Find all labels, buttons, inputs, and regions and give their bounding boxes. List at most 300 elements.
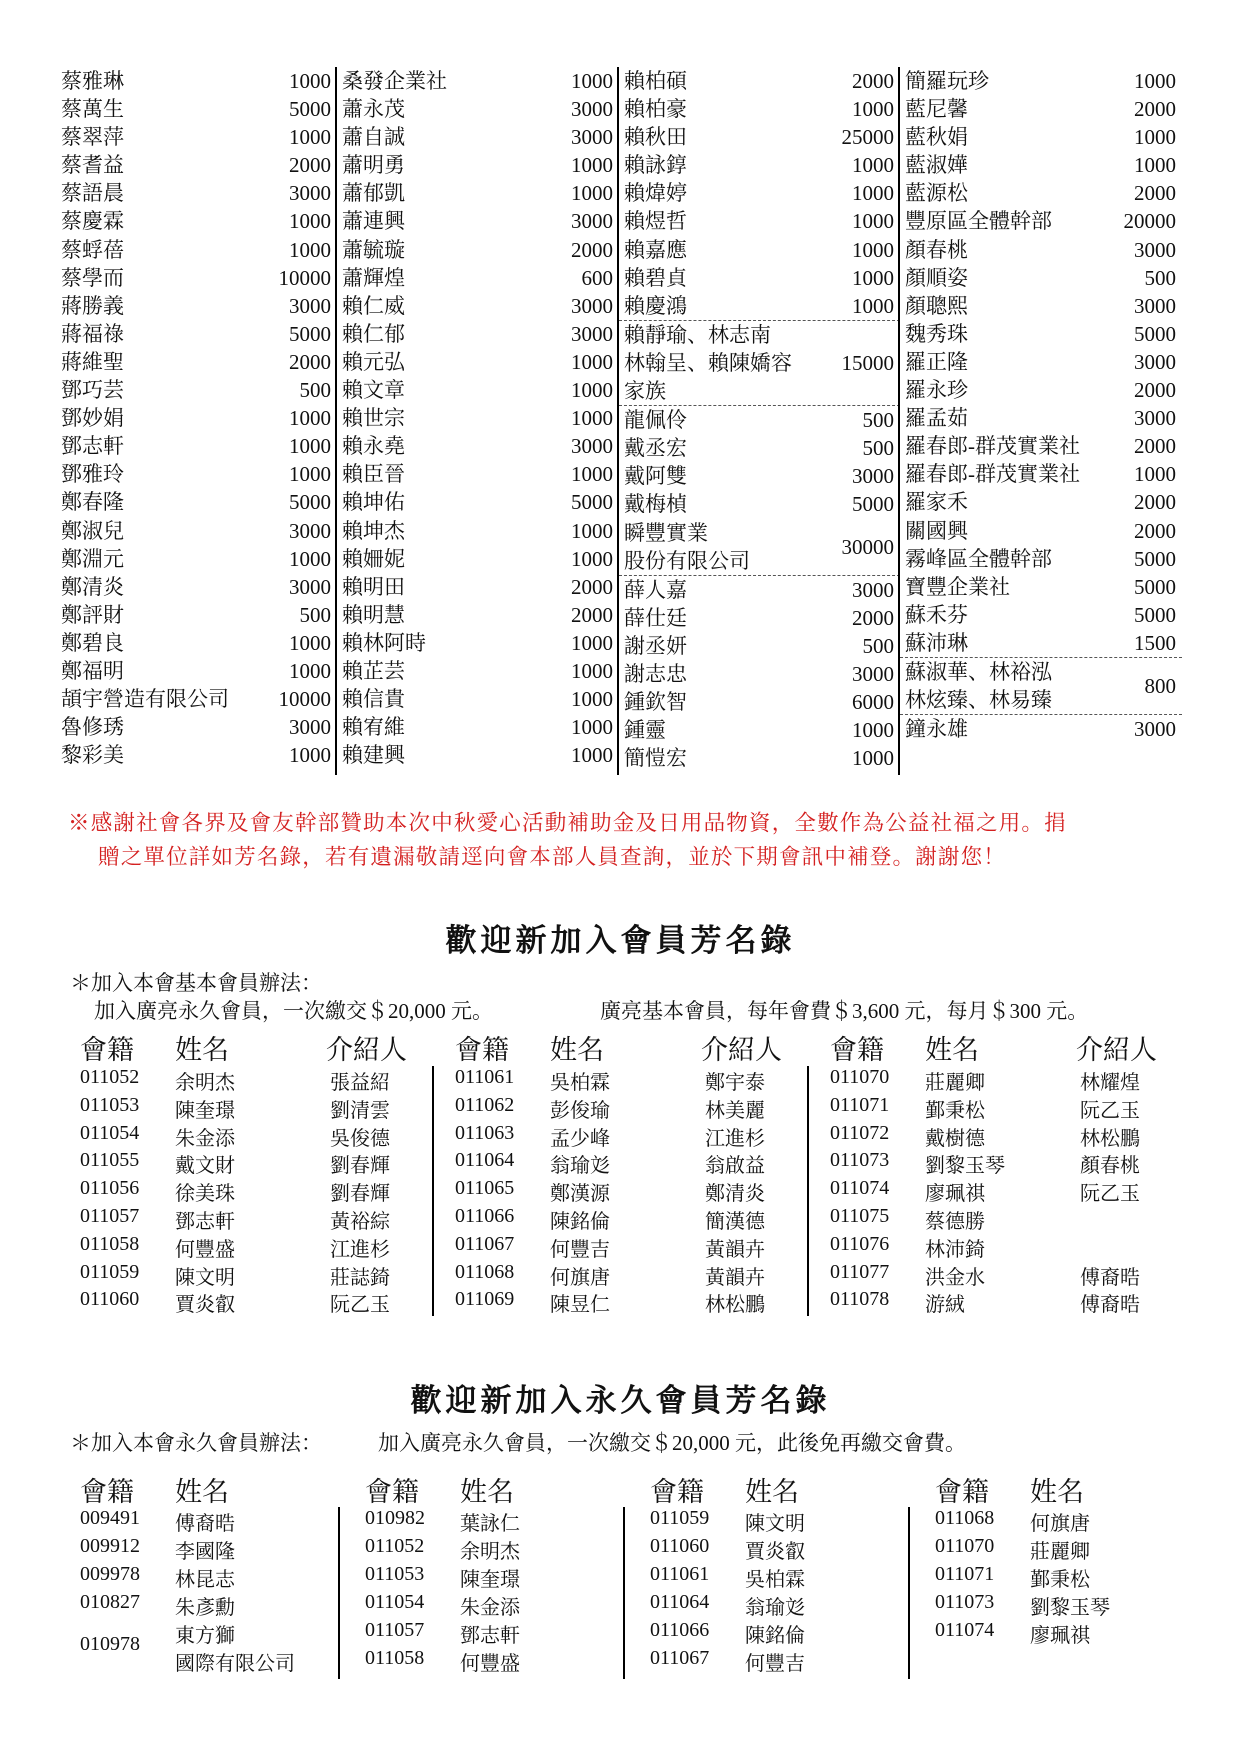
donation-row bbox=[619, 462, 900, 490]
donation-row bbox=[900, 629, 1182, 657]
member-name: 廖珮祺 bbox=[925, 1183, 985, 1206]
member-id: 009978 bbox=[80, 1563, 140, 1585]
donation-row bbox=[337, 488, 619, 516]
donation-amount: 1000 bbox=[289, 546, 331, 571]
donation-row bbox=[337, 517, 619, 545]
member-name: 戴文財 bbox=[175, 1155, 235, 1178]
donation-row bbox=[619, 151, 900, 179]
donor-name: 賴姍妮 bbox=[342, 546, 405, 571]
donor-name: 鄧巧芸 bbox=[61, 378, 124, 403]
donation-amount: 3000 bbox=[571, 321, 613, 346]
donation-amount: 3000 bbox=[571, 434, 613, 459]
thank-you-notice bbox=[68, 806, 1178, 874]
member-id: 009491 bbox=[80, 1507, 140, 1529]
referrer-name: 吳俊德 bbox=[330, 1127, 390, 1150]
donor-name: 賴明慧 bbox=[342, 602, 405, 627]
donation-row bbox=[56, 460, 337, 488]
donation-row bbox=[337, 320, 619, 348]
member-name: 吳柏霖 bbox=[550, 1072, 610, 1094]
donor-name: 蔡萬生 bbox=[61, 97, 124, 122]
donation-row bbox=[56, 545, 337, 573]
donation-row bbox=[56, 601, 337, 629]
member-id: 011053 bbox=[80, 1093, 140, 1116]
member-id: 011059 bbox=[80, 1260, 140, 1283]
donation-row bbox=[337, 292, 619, 320]
member-name: 何旗唐 bbox=[1030, 1513, 1090, 1535]
donation-row bbox=[337, 207, 619, 235]
basic-header-name: 姓名 bbox=[550, 1035, 604, 1065]
donation-row bbox=[56, 292, 337, 320]
member-name: 何豐盛 bbox=[175, 1238, 235, 1261]
member-name: 何豐吉 bbox=[550, 1238, 610, 1261]
basic-header-id: 會籍 bbox=[830, 1035, 884, 1065]
donation-row bbox=[619, 490, 900, 518]
member-id: 011066 bbox=[455, 1205, 515, 1227]
donation-row bbox=[619, 434, 900, 462]
donation-column bbox=[900, 67, 1182, 771]
member-name: 鄧志軒 bbox=[175, 1211, 235, 1233]
table-divider bbox=[623, 1507, 625, 1679]
donor-name: 賴仁威 bbox=[342, 293, 405, 318]
referrer-name: 簡漢德 bbox=[705, 1211, 765, 1233]
donation-amount: 2000 bbox=[1134, 518, 1176, 543]
donor-name: 鄭清炎 bbox=[61, 574, 124, 599]
member-name: 何豐盛 bbox=[460, 1653, 520, 1675]
donation-amount: 3000 bbox=[571, 125, 613, 150]
member-id: 010827 bbox=[80, 1591, 140, 1613]
donor-name: 瞬豐實業 bbox=[624, 520, 708, 545]
member-id: 009912 bbox=[80, 1535, 140, 1557]
donation-row bbox=[900, 432, 1182, 460]
member-name: 莊麗卿 bbox=[1030, 1541, 1090, 1563]
donation-amount: 2000 bbox=[571, 602, 613, 627]
donation-row bbox=[56, 741, 337, 769]
donation-row bbox=[56, 236, 337, 264]
donor-name: 蕭永茂 bbox=[342, 97, 405, 122]
donor-name: 賴碧貞 bbox=[624, 265, 687, 290]
column-divider bbox=[617, 67, 619, 775]
member-id: 011058 bbox=[365, 1647, 425, 1669]
donation-amount: 1000 bbox=[571, 715, 613, 740]
donor-name: 謝志忠 bbox=[624, 661, 687, 686]
donation-row bbox=[337, 179, 619, 207]
referrer-name: 劉春輝 bbox=[330, 1155, 390, 1178]
donor-name: 賴世宗 bbox=[342, 406, 405, 431]
member-name: 林昆志 bbox=[175, 1569, 235, 1591]
donation-row bbox=[900, 460, 1182, 488]
donor-name: 蔡學而 bbox=[61, 265, 124, 290]
donation-amount: 3000 bbox=[289, 715, 331, 740]
donor-name: 藍源松 bbox=[905, 181, 968, 206]
member-id: 011073 bbox=[935, 1591, 995, 1613]
donation-row bbox=[900, 67, 1182, 95]
donation-row bbox=[56, 713, 337, 741]
table-divider bbox=[338, 1507, 340, 1679]
member-name: 林沛錡 bbox=[925, 1238, 985, 1261]
donation-amount: 500 bbox=[1144, 265, 1176, 290]
donation-amount: 5000 bbox=[289, 97, 331, 122]
referrer-name: 林松鵬 bbox=[705, 1294, 765, 1317]
donation-row bbox=[56, 488, 337, 516]
donation-amount: 25000 bbox=[841, 125, 894, 150]
member-name: 朱金添 bbox=[175, 1127, 235, 1150]
member-name: 陳銘倫 bbox=[745, 1625, 805, 1647]
donation-amount: 2000 bbox=[1134, 490, 1176, 515]
donation-amount: 2000 bbox=[1134, 378, 1176, 403]
donation-row bbox=[56, 320, 337, 348]
referrer-name: 阮乙玉 bbox=[1080, 1099, 1140, 1122]
member-id: 011055 bbox=[80, 1149, 140, 1172]
donor-name: 蕭連興 bbox=[342, 209, 405, 234]
donor-name: 家族 bbox=[624, 379, 666, 404]
donation-amount: 1000 bbox=[571, 687, 613, 712]
member-id: 011071 bbox=[935, 1563, 995, 1585]
member-id: 011074 bbox=[935, 1619, 995, 1641]
member-name: 何旗唐 bbox=[550, 1266, 610, 1289]
member-id: 011058 bbox=[80, 1232, 140, 1255]
donor-name: 魏秀珠 bbox=[905, 321, 968, 346]
donor-name: 蔡語晨 bbox=[61, 181, 124, 206]
basic-header-id: 會籍 bbox=[455, 1035, 509, 1065]
donation-amount: 3000 bbox=[289, 293, 331, 318]
donor-name: 賴靜瑜、林志南 bbox=[624, 322, 771, 347]
member-name: 鄭漢源 bbox=[550, 1183, 610, 1206]
donation-amount: 1000 bbox=[1134, 153, 1176, 178]
donation-amount: 1000 bbox=[571, 406, 613, 431]
donation-amount: 1000 bbox=[571, 378, 613, 403]
donation-amount: 1000 bbox=[289, 209, 331, 234]
donor-name: 鄭碧良 bbox=[61, 630, 124, 655]
member-name: 陳文明 bbox=[745, 1513, 805, 1535]
donation-row bbox=[337, 629, 619, 657]
member-id: 011054 bbox=[80, 1121, 140, 1144]
basic-header-name: 姓名 bbox=[175, 1035, 229, 1065]
donor-name: 蘇禾芬 bbox=[905, 602, 968, 627]
member-name: 葉詠仁 bbox=[460, 1513, 520, 1535]
donation-column bbox=[56, 67, 337, 769]
donor-name: 薛人嘉 bbox=[624, 577, 687, 602]
donor-name: 賴元弘 bbox=[342, 349, 405, 374]
member-id: 011070 bbox=[830, 1066, 890, 1088]
referrer-name: 翁啟益 bbox=[705, 1155, 765, 1178]
donation-amount: 6000 bbox=[852, 690, 894, 715]
referrer-name: 黃韻卉 bbox=[705, 1266, 765, 1289]
donation-row bbox=[619, 95, 900, 123]
donor-name: 關國興 bbox=[905, 518, 968, 543]
donor-name: 賴文章 bbox=[342, 378, 405, 403]
donor-name: 蕭郁凱 bbox=[342, 181, 405, 206]
donor-name: 羅正隆 bbox=[905, 349, 968, 374]
donor-name: 羅永珍 bbox=[905, 378, 968, 403]
member-id: 011061 bbox=[650, 1563, 710, 1585]
donation-amount: 500 bbox=[862, 436, 894, 461]
donation-amount: 5000 bbox=[1134, 321, 1176, 346]
donation-row bbox=[619, 179, 900, 207]
member-name: 陳昱仁 bbox=[550, 1294, 610, 1317]
permanent-header-id: 會籍 bbox=[935, 1477, 989, 1507]
donation-amount: 1000 bbox=[289, 69, 331, 93]
member-id: 011077 bbox=[830, 1260, 890, 1283]
donation-row bbox=[619, 264, 900, 292]
donor-name: 頡宇營造有限公司 bbox=[61, 687, 229, 712]
referrer-name: 鄭清炎 bbox=[705, 1183, 765, 1206]
member-name: 蔡德勝 bbox=[925, 1211, 985, 1233]
donation-row bbox=[619, 67, 900, 95]
donor-name: 鄭評財 bbox=[61, 602, 124, 627]
basic-rule-label: ＊加入本會基本會員辦法： bbox=[70, 971, 322, 995]
donor-name: 賴慶鴻 bbox=[624, 293, 687, 318]
donation-amount: 500 bbox=[299, 378, 331, 403]
donation-row bbox=[337, 460, 619, 488]
basic-rule-permanent: 加入廣亮永久會員，一次繳交＄20,000 元。 bbox=[94, 999, 493, 1023]
donation-amount: 3000 bbox=[289, 518, 331, 543]
member-name: 吳柏霖 bbox=[745, 1569, 805, 1591]
donation-amount: 1500 bbox=[1134, 630, 1176, 655]
member-id: 011072 bbox=[830, 1121, 890, 1144]
donor-name: 賴嘉應 bbox=[624, 237, 687, 262]
donation-column bbox=[619, 67, 900, 772]
donation-amount: 2000 bbox=[289, 153, 331, 178]
donation-amount: 2000 bbox=[852, 69, 894, 93]
member-id: 011064 bbox=[650, 1591, 710, 1613]
member-id: 011068 bbox=[935, 1507, 995, 1529]
member-name-line-2: 國際有限公司 bbox=[175, 1653, 295, 1675]
donor-name: 顏聰熙 bbox=[905, 293, 968, 318]
donation-amount: 3000 bbox=[852, 464, 894, 489]
donor-name: 賴明田 bbox=[342, 574, 405, 599]
permanent-header-name: 姓名 bbox=[1030, 1477, 1084, 1507]
donor-name: 賴詠錞 bbox=[624, 153, 687, 178]
donor-name: 蔣維聖 bbox=[61, 349, 124, 374]
donation-row bbox=[56, 517, 337, 545]
permanent-rule-text: 加入廣亮永久會員，一次繳交＄20,000 元，此後免再繳交會費。 bbox=[378, 1431, 966, 1455]
donation-row bbox=[619, 632, 900, 660]
donation-row bbox=[900, 601, 1182, 629]
donor-name: 蕭輝煌 bbox=[342, 265, 405, 290]
donation-row bbox=[337, 573, 619, 601]
donation-row bbox=[619, 292, 900, 320]
donation-row bbox=[900, 573, 1182, 601]
basic-header-name: 姓名 bbox=[925, 1035, 979, 1065]
donation-row bbox=[337, 713, 619, 741]
donation-amount: 1000 bbox=[571, 743, 613, 768]
member-id: 011066 bbox=[650, 1619, 710, 1641]
member-id: 011067 bbox=[455, 1232, 515, 1255]
referrer-name: 劉清雲 bbox=[330, 1099, 390, 1122]
donor-name: 鄧雅玲 bbox=[61, 462, 124, 487]
member-name: 游絨 bbox=[925, 1294, 965, 1317]
member-id: 011064 bbox=[455, 1149, 515, 1172]
donation-amount: 1000 bbox=[1134, 125, 1176, 150]
donation-row bbox=[56, 404, 337, 432]
table-divider bbox=[908, 1507, 910, 1679]
permanent-header-name: 姓名 bbox=[745, 1477, 799, 1507]
donation-amount: 1000 bbox=[571, 546, 613, 571]
notice-line-1: ※感謝社會各界及會友幹部贊助本次中秋愛心活動補助金及日用品物資，全數作為公益社福之用。捐 bbox=[68, 811, 1067, 835]
donor-name: 藍淑嬅 bbox=[905, 153, 968, 178]
basic-header-id: 會籍 bbox=[80, 1035, 134, 1065]
donation-amount: 1000 bbox=[1134, 462, 1176, 487]
donation-amount: 1000 bbox=[571, 518, 613, 543]
donation-row bbox=[900, 207, 1182, 235]
donor-name: 霧峰區全體幹部 bbox=[905, 546, 1052, 571]
member-id: 011078 bbox=[830, 1288, 890, 1311]
member-name: 李國隆 bbox=[175, 1541, 235, 1563]
member-id: 011067 bbox=[650, 1647, 710, 1669]
donor-name: 魯修琇 bbox=[61, 715, 124, 740]
member-name: 陳奎璟 bbox=[460, 1569, 520, 1591]
donor-name: 羅春郎-群茂實業社 bbox=[905, 462, 1080, 487]
member-name: 孟少峰 bbox=[550, 1127, 610, 1150]
donor-name: 桑發企業社 bbox=[342, 69, 447, 93]
donor-name: 賴臣晉 bbox=[342, 462, 405, 487]
table-divider bbox=[432, 1066, 434, 1316]
donation-amount: 1000 bbox=[289, 462, 331, 487]
permanent-header-id: 會籍 bbox=[80, 1477, 134, 1507]
donation-column bbox=[337, 67, 619, 769]
donor-name: 藍尼馨 bbox=[905, 97, 968, 122]
donor-name: 鄭福明 bbox=[61, 658, 124, 683]
donor-name: 簡愷宏 bbox=[624, 746, 687, 771]
donor-name: 羅家禾 bbox=[905, 490, 968, 515]
donation-row bbox=[619, 716, 900, 744]
donation-row bbox=[619, 688, 900, 716]
donation-row bbox=[337, 432, 619, 460]
donation-amount: 1000 bbox=[1134, 69, 1176, 93]
donor-name: 謝丞妍 bbox=[624, 633, 687, 658]
referrer-name: 傅裔晧 bbox=[1080, 1266, 1140, 1289]
donation-amount: 1000 bbox=[571, 153, 613, 178]
donation-amount: 1000 bbox=[571, 462, 613, 487]
basic-header-referrer: 介紹人 bbox=[1076, 1035, 1157, 1065]
donor-name: 鄧志軒 bbox=[61, 434, 124, 459]
donation-amount: 1000 bbox=[289, 237, 331, 262]
member-id: 011061 bbox=[455, 1066, 515, 1088]
donor-name: 賴煜哲 bbox=[624, 209, 687, 234]
donor-name: 鄧妙娟 bbox=[61, 406, 124, 431]
referrer-name: 劉春輝 bbox=[330, 1183, 390, 1206]
donor-name: 蔣勝義 bbox=[61, 293, 124, 318]
member-name: 傅裔晧 bbox=[175, 1513, 235, 1535]
donation-row bbox=[900, 743, 1182, 771]
donation-amount: 2000 bbox=[1134, 181, 1176, 206]
member-name: 戴樹德 bbox=[925, 1127, 985, 1150]
member-name: 東方獅 bbox=[175, 1625, 235, 1647]
donation-amount: 1000 bbox=[571, 69, 613, 93]
donation-row bbox=[337, 601, 619, 629]
donation-row bbox=[900, 151, 1182, 179]
member-name: 鄞秉松 bbox=[925, 1099, 985, 1122]
member-name: 賈炎叡 bbox=[745, 1541, 805, 1563]
member-id: 011057 bbox=[80, 1205, 140, 1227]
member-id: 011052 bbox=[80, 1066, 140, 1088]
donation-row bbox=[619, 236, 900, 264]
member-name: 莊麗卿 bbox=[925, 1072, 985, 1094]
member-id: 011054 bbox=[365, 1591, 425, 1613]
donation-row bbox=[337, 264, 619, 292]
donation-amount: 500 bbox=[862, 633, 894, 658]
member-id: 011071 bbox=[830, 1093, 890, 1116]
member-id: 011060 bbox=[650, 1535, 710, 1557]
member-id: 011075 bbox=[830, 1205, 890, 1227]
donor-name: 羅春郎-群茂實業社 bbox=[905, 434, 1080, 459]
donation-row bbox=[56, 207, 337, 235]
donation-row bbox=[619, 320, 900, 349]
donor-name: 鍾靈 bbox=[624, 718, 666, 743]
donor-name: 寶豐企業社 bbox=[905, 574, 1010, 599]
donation-amount: 15000 bbox=[841, 350, 894, 375]
donation-row bbox=[900, 348, 1182, 376]
donation-amount: 2000 bbox=[1134, 97, 1176, 122]
donation-row bbox=[619, 660, 900, 688]
donation-row bbox=[56, 348, 337, 376]
member-name: 陳銘倫 bbox=[550, 1211, 610, 1233]
member-name: 洪金水 bbox=[925, 1266, 985, 1289]
donation-amount: 10000 bbox=[278, 265, 331, 290]
referrer-name: 江進杉 bbox=[705, 1127, 765, 1150]
donation-row bbox=[337, 545, 619, 573]
donor-name: 戴梅楨 bbox=[624, 492, 687, 517]
donor-name: 賴坤佑 bbox=[342, 490, 405, 515]
donation-row bbox=[900, 292, 1182, 320]
donor-name: 鄭淑兒 bbox=[61, 518, 124, 543]
column-divider bbox=[335, 67, 337, 775]
donor-name: 蔡雅琳 bbox=[61, 69, 124, 93]
permanent-header-name: 姓名 bbox=[460, 1477, 514, 1507]
donation-amount: 1000 bbox=[852, 97, 894, 122]
donation-row bbox=[56, 685, 337, 713]
member-id: 011052 bbox=[365, 1535, 425, 1557]
donation-amount: 1000 bbox=[289, 630, 331, 655]
donation-row bbox=[619, 575, 900, 604]
donation-amount: 600 bbox=[581, 265, 613, 290]
donation-amount: 3000 bbox=[289, 574, 331, 599]
member-name: 何豐吉 bbox=[745, 1653, 805, 1675]
donor-name: 林炫臻、林易臻 bbox=[905, 688, 1052, 713]
donor-name: 蕭毓璇 bbox=[342, 237, 405, 262]
donor-name: 蔣福祿 bbox=[61, 321, 124, 346]
member-id: 011060 bbox=[80, 1288, 140, 1311]
donation-amount: 2000 bbox=[1134, 434, 1176, 459]
basic-header-referrer: 介紹人 bbox=[326, 1035, 407, 1065]
donation-row bbox=[900, 376, 1182, 404]
donation-amount: 3000 bbox=[1134, 293, 1176, 318]
donation-amount: 2000 bbox=[571, 237, 613, 262]
donation-row bbox=[619, 744, 900, 772]
donation-amount: 5000 bbox=[289, 321, 331, 346]
donation-amount: 2000 bbox=[571, 574, 613, 599]
donation-amount: 1000 bbox=[852, 265, 894, 290]
donor-name: 蘇淑華、林裕泓 bbox=[905, 659, 1052, 684]
donation-amount: 10000 bbox=[278, 687, 331, 712]
donor-name: 蔡耆益 bbox=[61, 153, 124, 178]
donor-name: 豐原區全體幹部 bbox=[905, 209, 1052, 234]
donor-name: 鄭淵元 bbox=[61, 546, 124, 571]
referrer-name: 黃韻卉 bbox=[705, 1238, 765, 1261]
donation-amount: 800 bbox=[1144, 674, 1176, 699]
donation-row bbox=[56, 432, 337, 460]
member-name: 朱金添 bbox=[460, 1597, 520, 1619]
referrer-name: 顏春桃 bbox=[1080, 1155, 1140, 1178]
donation-row bbox=[900, 236, 1182, 264]
donation-amount: 1000 bbox=[571, 349, 613, 374]
donation-row bbox=[619, 604, 900, 632]
donation-amount: 1000 bbox=[852, 746, 894, 771]
member-id: 011063 bbox=[455, 1121, 515, 1144]
donation-row bbox=[900, 95, 1182, 123]
donation-row bbox=[900, 517, 1182, 545]
donation-amount: 1000 bbox=[289, 125, 331, 150]
